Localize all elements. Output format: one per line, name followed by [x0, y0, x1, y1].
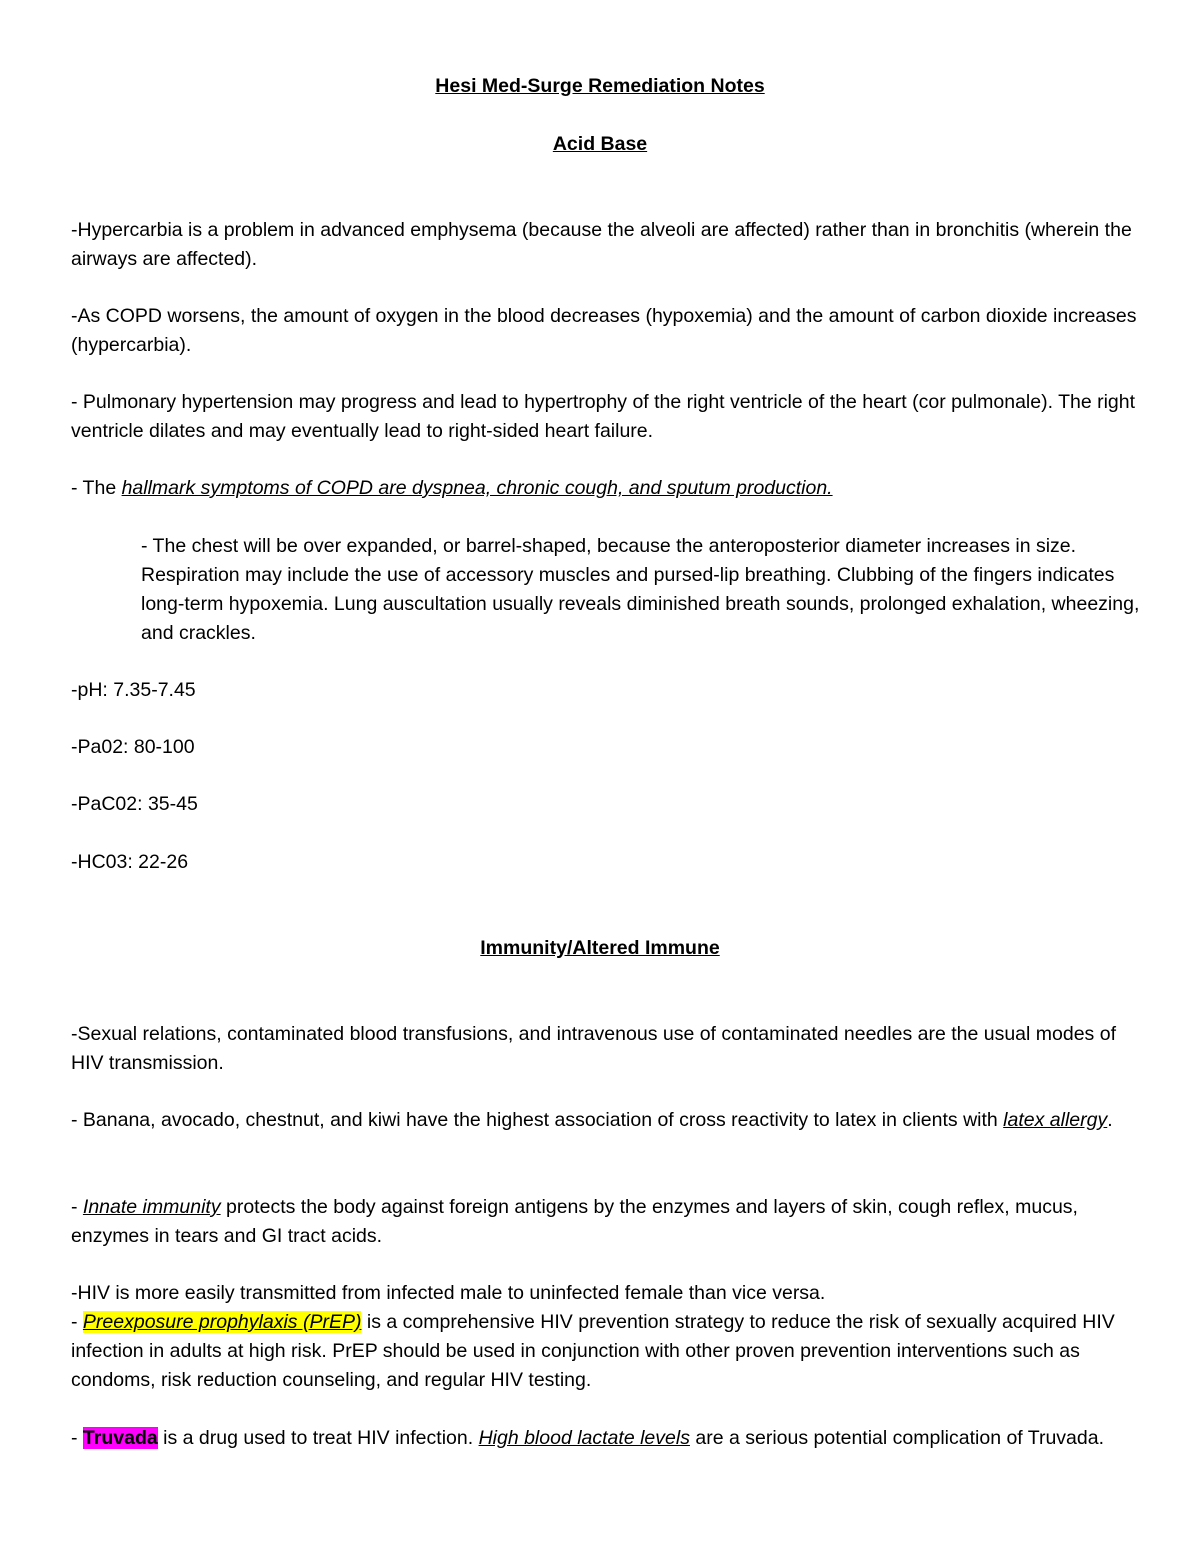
emphasized-text: latex allergy — [1003, 1109, 1108, 1131]
paragraph-innate-immunity — [71, 1193, 1141, 1251]
paragraph-latex-allergy — [71, 1106, 1141, 1135]
paragraph-truvada — [71, 1424, 1141, 1453]
paragraph-prep — [71, 1308, 1141, 1395]
paragraph-suffix: is a comprehensive HIV prevention strategy to reduce the risk of sexually acquired HIV infection in adults at high risk. PrEP should be used in conjunction with other proven prevention interventions such as condoms, risk reduction counseling, and regular HIV testing. — [71, 1311, 1115, 1391]
paragraph-copd-hallmark — [71, 474, 1141, 503]
paragraph-middle: is a drug used to treat HIV infection. — [157, 1427, 479, 1449]
section-heading-acid-base: Acid Base — [552, 133, 648, 155]
lab-value-pao2: -Pa02: 80-100 — [71, 736, 195, 758]
highlighted-term-prep: Preexposure prophylaxis (PrEP) — [82, 1311, 362, 1333]
paragraph-prefix: - — [71, 1196, 83, 1218]
paragraph-chest-assessment: - The chest will be over expanded, or barrel-shaped, because the anteroposterior diameter increases in size. Respiration may include the use of accessory muscles and pursed-lip breathing. Clubbing of the fingers indicates long-term hypoxemia. Lung auscultation usually reveals diminished breath sounds, prolonged exhalation, wheezing, and crackles. — [141, 535, 1140, 644]
paragraph-pulmonary-hypertension: - Pulmonary hypertension may progress and lead to hypertrophy of the right ventricle of the heart (cor pulmonale). The right ventricle dilates and may eventually lead to right-sided heart failure. — [71, 391, 1136, 442]
emphasized-text: Innate immunity — [82, 1196, 221, 1218]
emphasized-text: hallmark symptoms of COPD are dyspnea, chronic cough, and sputum production. — [121, 477, 833, 499]
document-title: Hesi Med-Surge Remediation Notes — [435, 75, 765, 97]
paragraph-hiv-male-female: -HIV is more easily transmitted from infected male to uninfected female than vice versa. — [71, 1282, 826, 1304]
paragraph-suffix: . — [1107, 1109, 1113, 1131]
emphasized-text: High blood lactate levels — [478, 1427, 690, 1449]
highlighted-term-truvada: Truvada — [82, 1427, 158, 1449]
paragraph-copd-worsens: -As COPD worsens, the amount of oxygen in the blood decreases (hypoxemia) and the amount of carbon dioxide increases (hypercarbia). — [71, 305, 1137, 356]
lab-value-hco3: -HC03: 22-26 — [71, 851, 189, 873]
paragraph-hypercarbia: -Hypercarbia is a problem in advanced emphysema (because the alveoli are affected) rather than in bronchitis (wherein the airways are affected). — [71, 219, 1132, 270]
paragraph-prefix: - — [71, 1311, 83, 1333]
paragraph-prefix: - The — [71, 477, 122, 499]
section-heading-immunity: Immunity/Altered Immune — [480, 937, 720, 959]
paragraph-suffix: are a serious potential complication of Truvada. — [689, 1427, 1105, 1449]
paragraph-suffix: protects the body against foreign antigens by the enzymes and layers of skin, cough reflex, mucus, enzymes in tears and GI tract acids. — [71, 1196, 1078, 1247]
paragraph-prefix: - — [71, 1427, 83, 1449]
lab-value-ph: -pH: 7.35-7.45 — [71, 679, 196, 701]
paragraph-prefix: - Banana, avocado, chestnut, and kiwi have the highest association of cross reactivity to latex in clients with — [71, 1109, 1004, 1131]
lab-value-paco2: -PaC02: 35-45 — [71, 793, 198, 815]
paragraph-hiv-transmission: -Sexual relations, contaminated blood transfusions, and intravenous use of contaminated needles are the usual modes of HIV transmission. — [71, 1023, 1116, 1074]
